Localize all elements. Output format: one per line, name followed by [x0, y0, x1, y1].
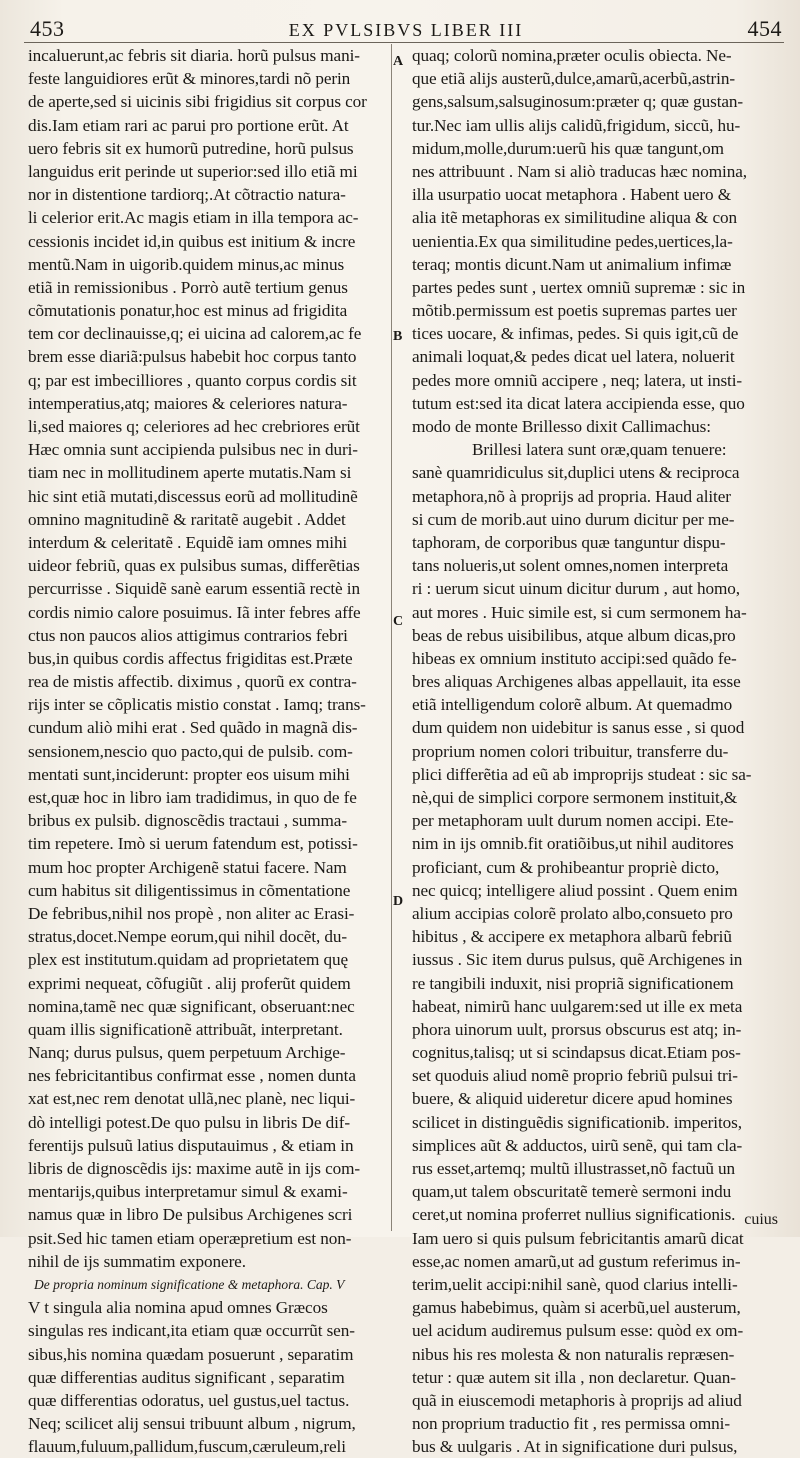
text-line: cum habitus sit diligentissimus in cõmentatione [28, 880, 351, 900]
text-line: quæ differentias auditus significant , separatim [28, 1367, 345, 1387]
text-line: alia itẽ metaphoras ex similitudine aliqua & con [412, 208, 738, 228]
margin-letter-b: B [393, 329, 403, 344]
text-line: brem esse diariã:pulsus habebit hoc corpus tanto [28, 347, 357, 367]
text-line: que etiã alijs austerũ,dulce,amarũ,acerbũ,astrin- [412, 69, 735, 89]
text-line: nibus his res molesta & non naturalis repræsen- [412, 1344, 735, 1364]
text-line: sensionem,nescio quo pacto,qui de pulsib. com- [28, 741, 353, 761]
text-line: hibeas ex omnium instituto accipi:sed quãdo fe- [412, 648, 737, 668]
chapter-heading: De propria nominum significatione & metaphora. Cap. V [34, 1276, 345, 1292]
text-line: iussus . Sic item durus pulsus, quẽ Archigenes in [412, 950, 743, 970]
margin-letter-c: C [393, 614, 404, 629]
text-line: exprimi nequeat, cõfugiũt . alij proferũt quidem [28, 973, 351, 993]
text-line: esse,ac nomen amarũ,ut ad gustum referimus in- [412, 1251, 741, 1271]
text-line: nomina,tamẽ nec quæ significant, obseruant:nec [28, 996, 355, 1016]
text-line: uero febris sit ex humorũ putredine, horũ pulsus [28, 138, 354, 158]
text-line: rea de mistis affectib. diximus , quorũ ex contra- [28, 672, 357, 692]
text-line: cundum aliò mihi erat . Sed quãdo in magnã dis- [28, 718, 358, 738]
text-line: intemperatius,atq; maiores & celeriores natura- [28, 393, 348, 413]
text-line: cessionis incidet id,in quibus est initium & incre [28, 231, 356, 251]
text-line: nihil de ijs summatim exponere. [28, 1251, 246, 1271]
text-line: mõtib.permissum est poetis supremas partes uer [412, 301, 737, 321]
text-line: proficiant, cum & prohibeantur propriè dicto, [412, 857, 720, 877]
text-line: Nanq; durus pulsus, quem perpetuum Archige- [28, 1043, 346, 1063]
text-line: tim repetere. Imò si uerum fatendum est, potissi- [28, 834, 358, 854]
text-line: plex est institutum.quidam ad proprietatem quę [28, 950, 348, 970]
text-line: hic sint etiã mutati,discessus eorũ ad mollitudinẽ [28, 486, 358, 506]
running-title: EX PVLSIBVS LIBER III [288, 20, 524, 40]
margin-letter-a: A [393, 54, 404, 69]
text-line: tans nolueris,ut solent omnes,nomen interpreta [412, 556, 729, 576]
text-line: habeat, nimirũ hanc uulgarem:sed ut ille ex meta [412, 996, 743, 1016]
text-line: singulas res indicant,ita etiam quæ occurrũt sen- [28, 1321, 355, 1341]
text-line: pedes more omniũ accipere , neq; latera, ut insti- [412, 370, 743, 390]
text-line: cognitus,talisq; ut si scindapsus dicat.Etiam pos- [412, 1043, 741, 1063]
text-line: non proprium traductio fit , res permissa omni- [412, 1414, 730, 1434]
chapter-first-line: V t singula alia nomina apud omnes Græcos [28, 1298, 328, 1318]
text-line: mum hoc propter Archigenẽ statui facere. Nam [28, 857, 347, 877]
text-line: cordis nimio calore posuimus. Iã inter febres affe [28, 602, 361, 622]
text-line: tices uocare, & infimas, pedes. Si quis igit,cũ de [412, 324, 739, 344]
text-line: alium accipias colorẽ prolato albo,consueto pro [412, 903, 733, 923]
text-line: gamus habebimus, quàm si acerbũ,uel austerum, [412, 1298, 741, 1318]
text-line: De febribus,nihil nos propè , non aliter ac Erasi- [28, 903, 355, 923]
text-line: nes attribuunt . Nam si aliò traducas hæc nomina, [412, 161, 747, 181]
text-line: Iam uero si quis pulsum febricitantis amarũ dicat [412, 1228, 744, 1248]
text-line: sanè quamridiculus sit,duplici utens & reciproca [412, 463, 740, 483]
text-line: etiã in remissionibus . Porrò autẽ tertium genus [28, 277, 348, 297]
text-line: animali loquat,& pedes dicat uel latera, noluerit [412, 347, 735, 367]
text-line: bus,in quibus cordis affectus frigiditas est.Præte [28, 648, 353, 668]
text-line: re tangibili induxit, nisi propriã significationem [412, 973, 734, 993]
text-line: dis.Iam etiam rari ac parui pro portione erũt. At [28, 115, 349, 135]
text-line: plici differẽtia ad eũ ab improprijs studeat : sic sa- [412, 764, 752, 784]
text-line: li celerior erit.Ac magis etiam in illa tempora ac- [28, 208, 359, 228]
text-line: nè,qui de simplici corpore sermonem instituit,& [412, 788, 738, 807]
text-line: uel acidum audiremus pulsum esse: quòd ex om- [412, 1321, 744, 1341]
text-line: phora uinorum uult, prorsus obscurus est atq; in- [412, 1019, 742, 1039]
text-line: beas de rebus uisibilibus, atque album dicas,pro [412, 625, 736, 645]
text-line: uideor febriũ, quas ex pulsibus sumas, differẽtias [28, 556, 360, 576]
text-line: libris de dignoscẽdis ijs: maxime autẽ in ijs com- [28, 1159, 361, 1178]
text-line: quam,ut talem obscuritatẽ temerè sermoni indu [412, 1182, 732, 1202]
text-line: stratus,docet.Nempe eorum,qui nihil docẽt, du- [28, 927, 348, 947]
header-rule [24, 42, 784, 43]
text-line: bres aliquas Archigenes albas appellauit, ita esse [412, 672, 741, 692]
text-line: nor in distentione tardiorq;.At cõtractio natura- [28, 185, 346, 205]
text-line: gens,salsum,salsuginosum:præter q; quæ gustan- [412, 92, 744, 112]
text-line: quaq; colorũ nomina,præter oculis obiecta. Ne- [412, 46, 732, 65]
text-line: q; par est imbecilliores , quanto corpus cordis sit [28, 370, 357, 390]
text-line: scilicet in distinguẽdis significationib. imperitos, [412, 1112, 742, 1132]
text-line: li,sed maiores q; celeriores ad hec crebriores erũt [28, 417, 360, 436]
text-line: quæ differentias odoratus, uel gustus,uel tactus. [28, 1390, 350, 1410]
text-line: ceret,ut nomina proferret nullius significationis. [412, 1205, 736, 1225]
text-line: est,quæ hoc in libro iam tradidimus, in quo de fe [28, 788, 357, 807]
text-line: Neq; scilicet alij sensui tribuunt album , nigrum, [28, 1414, 356, 1434]
text-line: quã in eiuscemodi metaphoris à proprijs ad aliud [412, 1390, 742, 1410]
text-line: per metaphoram uult durum nomen accipi. Ete- [412, 811, 734, 831]
text-line: ferentijs pulsuũ latius disputauimus , & etiam in [28, 1135, 354, 1155]
text-line: metaphora,nõ à proprijs ad propria. Haud aliter [412, 486, 731, 506]
text-line: languidus erit perinde ut superior:sed illo etiã mi [28, 161, 358, 181]
text-line: namus quæ in libro De pulsibus Archigenes scri [28, 1205, 353, 1225]
text-line: set quoduis aliud nomẽ proprio febriũ pulsui tri- [412, 1066, 738, 1086]
text-line: teraq; montis dicunt.Nam ut animalium infimæ [412, 254, 732, 274]
text-line: illa usurpatio uocat metaphora . Habent uero & [412, 185, 731, 205]
verse-quote: Brillesi latera sunt oræ,quam tenuere: [472, 440, 727, 460]
text-line: Hæc omnia sunt accipienda pulsibus nec in duri- [28, 440, 358, 460]
text-line: partes pedes sunt , uertex omniũ supremæ : sic in [412, 277, 746, 297]
text-line: hibitus , & accipere ex metaphora albarũ febriũ [412, 927, 732, 947]
text-line: buere, & aliquid uideretur dicere apud homines [412, 1089, 733, 1109]
text-line: si cum de morib.aut uino durum dicitur per me- [412, 509, 735, 529]
text-line: aut mores . Huic simile est, si cum sermonem ha- [412, 602, 747, 622]
margin-letters [392, 44, 410, 1231]
text-line: nim in ijs omnib.fit oratiõibus,ut nihil auditores [412, 834, 734, 854]
right-column [412, 44, 786, 1457]
text-line: nec quicq; intelligere aliud possint . Quem enim [412, 880, 738, 900]
text-line: uenientia.Ex qua similitudine pedes,uertices,la- [412, 231, 733, 251]
text-line: tiam nec in mollitudinem aperte mutatis.Nam si [28, 463, 352, 483]
text-line: bus & uulgaris . At in significatione duri pulsus, [412, 1437, 738, 1457]
page-number-right: 454 [747, 16, 782, 41]
margin-letter-d: D [393, 894, 404, 909]
text-line: quam illis significationẽ attribuãt, interpretant. [28, 1019, 343, 1039]
text-line: modo de monte Brillesso dixit Callimachus: [412, 417, 711, 436]
text-line: simplices aũt & adductos, uirũ senẽ, qui tam cla- [412, 1135, 743, 1155]
text-line: interdum & celeritatẽ . Equidẽ iam omnes mihi [28, 532, 348, 552]
text-line: tutum est:sed ita dicat latera accipienda esse, quo [412, 393, 745, 413]
catchword: cuius [744, 1211, 778, 1228]
text-line: mentarijs,quibus interpretamur simul & exami- [28, 1182, 348, 1202]
text-line: tur.Nec iam ullis alijs calidũ,frigidum, siccũ, hu- [412, 115, 741, 135]
text-line: etiã intelligendum colorẽ album. At quemadmo [412, 695, 733, 715]
text-line: terim,uelit accipi:nihil sanè, quod clarius intelli- [412, 1274, 738, 1294]
text-line: psit.Sed hic tamen etiam operæpretium est non- [28, 1228, 352, 1248]
text-line: incaluerunt,ac febris sit diaria. horũ pulsus mani- [28, 46, 360, 65]
text-line: percurrisse . Siquidẽ sanè earum essentiã rectè in [28, 579, 360, 599]
text-line: rus esset,artemq; multũ illustrasset,nõ factuũ un [412, 1159, 736, 1178]
page-header [30, 14, 782, 42]
text-line: flauum,fuluum,pallidum,fuscum,cæruleum,reli [28, 1437, 346, 1457]
text-line: tetur : quæ autem sit illa , non declaretur. Quan- [412, 1367, 736, 1387]
text-line: mentũ.Nam in uigorib.quidem minus,ac minus [28, 254, 345, 274]
text-line: midum,molle,durum:uerũ his quæ tangunt,om [412, 138, 724, 158]
text-line: dum quidem non uidebitur is sanus esse , si quod [412, 718, 745, 738]
text-line: sibus,his nomina quædam posuerunt , separatim [28, 1344, 354, 1364]
text-line: tem cor declinauisse,q; ei uicina ad calorem,ac fe [28, 324, 362, 344]
text-line: de aperte,sed si uicinis sibi frigidius sit corpus cor [28, 92, 367, 112]
text-line: bribus ex pulsib. dignoscẽdis tractaui , summa- [28, 811, 347, 831]
text-line: omnino magnitudinẽ & raritatẽ augebit . Addet [28, 509, 346, 529]
page-number-left: 453 [30, 16, 65, 41]
text-line: ctus non paucos alios attigimus contrarios febri [28, 625, 348, 645]
text-line: cõmutationis ponatur,hoc est minus ad frigidita [28, 301, 348, 321]
text-line: rijs inter se cõplicatis mistio constat . Iamq; trans- [28, 695, 366, 715]
text-line: ri : uerum sicut uinum dicitur durum , aut homo, [412, 579, 740, 599]
text-line: nes febricitantibus confirmat esse , nomen dunta [28, 1066, 356, 1086]
text-line: mentati sunt,inciderunt: propter eos uisum mihi [28, 764, 350, 784]
text-line: proprium nomen colori tribuitur, transferre du- [412, 741, 729, 761]
text-line: dò intelligi potest.De quo pulsu in libris De dif- [28, 1112, 351, 1132]
text-line: feste languidiores erũt & minores,tardi nõ perin [28, 69, 351, 89]
text-line: taphoram, de corporibus quæ tanguntur dispu- [412, 532, 726, 552]
text-line: xat est,nec rem denotat ullã,nec planè, nec liqui- [28, 1089, 356, 1109]
left-column [28, 44, 385, 1457]
